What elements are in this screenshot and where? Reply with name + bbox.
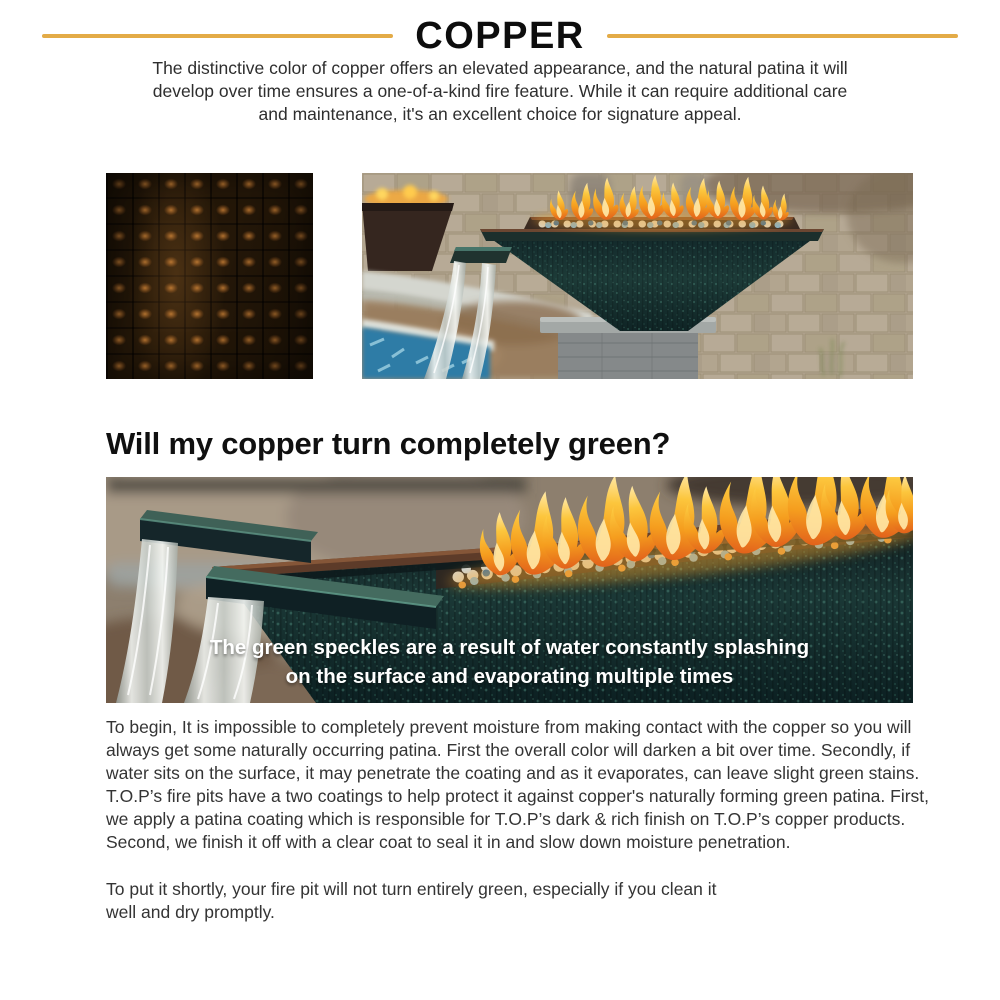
left-divider-line xyxy=(42,34,393,38)
right-divider-line xyxy=(607,34,958,38)
image-gallery xyxy=(106,173,913,379)
intro-paragraph xyxy=(0,57,1000,126)
closing-line-1: To put it shortly, your fire pit will not turn entirely green, especially if you clean it xyxy=(106,879,717,899)
closing-line-2: well and dry promptly. xyxy=(106,902,275,922)
patina-closeup-image xyxy=(106,477,913,703)
intro-line-2: develop over time ensures a one-of-a-kind fire feature. While it can require additional care xyxy=(152,81,848,101)
copper-texture-image xyxy=(106,173,313,379)
patina-explanation-paragraph: To begin, It is impossible to completely prevent moisture from making contact with the copper so you will always get some naturally occurring patina. First the overall color will darken a bit over time. Secondly, if water sits on the surface, it may penetrate the coating and as it evaporates, can leave slight green stains. T.O.P’s fire pits have a two coatings to help protect it against copper's naturally forming green patina. First, we apply a patina coating which is responsible for T.O.P’s dark & rich finish on T.O.P’s copper products. Second, we finish it off with a clear coat to seal it in and slow down moisture penetration. xyxy=(106,717,930,852)
hero-caption-line-2: on the surface and evaporating multiple times xyxy=(285,664,734,688)
intro-line-3: and maintenance, it's an excellent choice for signature appeal. xyxy=(258,104,742,124)
copper-fire-water-bowl-image xyxy=(362,173,913,379)
section-heading: Will my copper turn completely green? xyxy=(106,426,671,461)
section-header xyxy=(0,14,1000,58)
hero-caption-line-1: The green speckles are a result of water constantly splashing xyxy=(209,636,810,659)
body-copy xyxy=(106,716,952,924)
intro-line-1: The distinctive color of copper offers an elevated appearance, and the natural patina it will xyxy=(152,58,848,78)
closing-paragraph xyxy=(106,878,952,924)
page-title: COPPER xyxy=(415,15,585,57)
hero-caption xyxy=(106,634,913,691)
water-scupper xyxy=(450,247,512,263)
